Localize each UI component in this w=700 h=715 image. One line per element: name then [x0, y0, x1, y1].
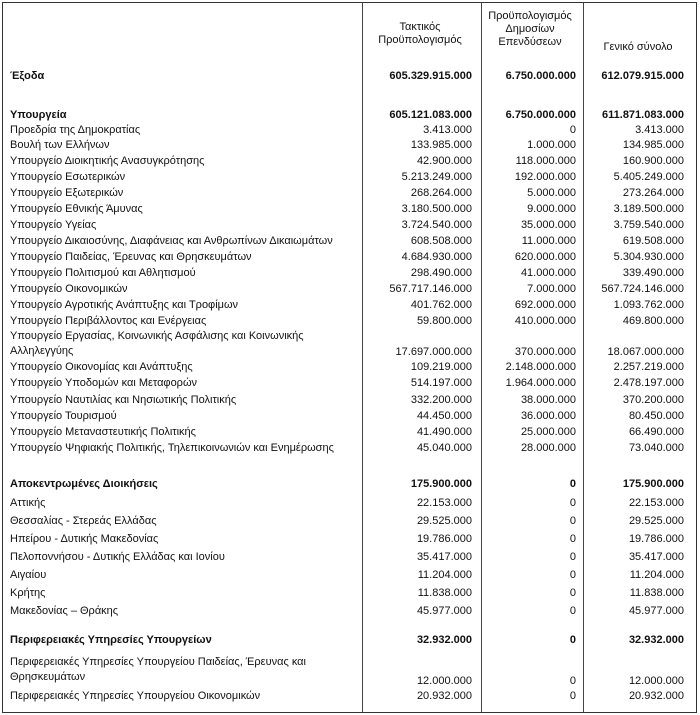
- row-label: Υπουργείο Υποδομών και Μεταφορών: [10, 377, 198, 389]
- grand-total-value: 11.838.000: [629, 587, 684, 599]
- row-label: Υπουργείο Οικονομικών: [10, 283, 128, 295]
- investment-budget-value: 41.000.000: [520, 267, 576, 279]
- grand-total-value: 5.405.249.000: [613, 171, 684, 183]
- investment-budget-value: 6.750.000.000: [505, 70, 576, 82]
- row-label: Υπουργείο Πολιτισμού και Αθλητισμού: [10, 267, 196, 279]
- row-label: Πελοποννήσου - Δυτικής Ελλάδας και Ιονίου: [10, 551, 225, 563]
- row-label: Αιγαίου: [10, 569, 47, 581]
- investment-budget-value: 620.000.000: [514, 251, 576, 263]
- grand-total-value: 66.490.000: [628, 426, 684, 438]
- row-label: Υπουργείο Ψηφιακής Πολιτικής, Τηλεπικοινωνιών και Ενημέρωσης: [10, 442, 334, 454]
- ordinary-budget-value: 332.200.000: [410, 394, 472, 406]
- ordinary-budget-value: 133.985.000: [410, 139, 472, 151]
- grand-total-value: 32.932.000: [628, 634, 684, 646]
- investment-budget-value: 1.964.000.000: [505, 377, 576, 389]
- ordinary-budget-value: 268.264.000: [410, 187, 472, 199]
- grand-total-value: 20.932.000: [628, 690, 684, 702]
- investment-budget-value: 0: [569, 587, 576, 599]
- investment-budget-value: 7.000.000: [527, 283, 576, 295]
- row-label: Υπουργείο Ναυτιλίας και Νησιωτικής Πολιτικής: [10, 394, 237, 406]
- ordinary-budget-value: 608.508.000: [410, 235, 472, 247]
- row-label: Υπουργείο Εργασίας, Κοινωνικής Ασφάλισης και Κοινωνικής: [10, 330, 304, 342]
- investment-budget-value: 0: [569, 634, 576, 646]
- ordinary-budget-value: 20.932.000: [416, 690, 472, 702]
- ordinary-budget-value: 4.684.930.000: [401, 251, 472, 263]
- investment-budget-value: 11.000.000: [521, 235, 576, 247]
- ordinary-budget-value: 5.213.249.000: [401, 171, 472, 183]
- row-label-continued: Θρησκευμάτων: [10, 671, 86, 683]
- grand-total-value: 3.189.500.000: [613, 203, 684, 215]
- header-text: Προϋπολογισμός: [378, 34, 462, 46]
- section-label: Έξοδα: [10, 70, 45, 82]
- header-public-investment-budget: [478, 10, 582, 49]
- grand-total-value: 19.786.000: [628, 533, 684, 545]
- investment-budget-value: 0: [569, 690, 576, 702]
- row-label: Υπουργείο Υγείας: [10, 219, 97, 231]
- investment-budget-value: 0: [569, 533, 576, 545]
- row-label: Μακεδονίας – Θράκης: [10, 605, 119, 617]
- grand-total-value: 160.900.000: [622, 155, 684, 167]
- ordinary-budget-value: 605.329.915.000: [389, 70, 472, 82]
- grand-total-value: 3.759.540.000: [613, 219, 684, 231]
- grand-total-value: 612.079.915.000: [601, 70, 684, 82]
- ordinary-budget-value: 12.000.000: [416, 675, 472, 687]
- ordinary-budget-value: 32.932.000: [416, 634, 472, 646]
- ordinary-budget-value: 401.762.000: [410, 299, 472, 311]
- grand-total-value: 22.153.000: [628, 497, 684, 509]
- row-label: Υπουργείο Δικαιοσύνης, Διαφάνειας και Ανθρωπίνων Δικαιωμάτων: [10, 235, 333, 247]
- investment-budget-value: 6.750.000.000: [505, 109, 576, 121]
- investment-budget-value: 0: [569, 497, 576, 509]
- investment-budget-value: 0: [569, 569, 576, 581]
- header-grand-total: [582, 41, 694, 54]
- row-label: Περιφερειακές Υπηρεσίες Υπουργείου Παιδείας, Έρευνας και: [10, 656, 306, 668]
- ordinary-budget-value: 17.697.000.000: [395, 346, 472, 358]
- row-label: Θεσσαλίας - Στερεάς Ελλάδας: [10, 515, 157, 527]
- section-label: Υπουργεία: [10, 109, 67, 121]
- ordinary-budget-value: 11.838.000: [417, 587, 472, 599]
- grand-total-value: 619.508.000: [622, 235, 684, 247]
- investment-budget-value: 36.000.000: [520, 410, 576, 422]
- row-label: Υπουργείο Μεταναστευτικής Πολιτικής: [10, 426, 196, 438]
- ordinary-budget-value: 175.900.000: [410, 478, 472, 490]
- row-label: Υπουργείο Τουρισμού: [10, 410, 117, 422]
- ordinary-budget-value: 3.413.000: [423, 124, 472, 136]
- investment-budget-value: 28.000.000: [520, 442, 576, 454]
- row-label: Ηπείρου - Δυτικής Μακεδονίας: [10, 533, 159, 545]
- ordinary-budget-value: 109.219.000: [410, 361, 472, 373]
- header-text: Δημοσίων: [505, 23, 555, 35]
- row-label: Περιφερειακές Υπηρεσίες Υπουργείου Οικονομικών: [10, 690, 261, 702]
- ordinary-budget-value: 29.525.000: [416, 515, 472, 527]
- investment-budget-value: 370.000.000: [514, 346, 576, 358]
- grand-total-value: 12.000.000: [628, 675, 684, 687]
- ordinary-budget-value: 22.153.000: [416, 497, 472, 509]
- row-label: Αττικής: [10, 497, 46, 509]
- row-label: Υπουργείο Περιβάλλοντος και Ενέργειας: [10, 315, 207, 327]
- investment-budget-value: 5.000.000: [527, 187, 576, 199]
- grand-total-value: 339.490.000: [622, 267, 684, 279]
- investment-budget-value: 38.000.000: [520, 394, 576, 406]
- investment-budget-value: 2.148.000.000: [505, 361, 576, 373]
- ordinary-budget-value: 44.450.000: [416, 410, 472, 422]
- row-label: Προεδρία της Δημοκρατίας: [10, 124, 141, 136]
- grand-total-value: 1.093.762.000: [613, 299, 684, 311]
- ordinary-budget-value: 3.724.540.000: [401, 219, 472, 231]
- investment-budget-value: 0: [569, 551, 576, 563]
- ordinary-budget-value: 514.197.000: [410, 377, 472, 389]
- row-label: Υπουργείο Εξωτερικών: [10, 187, 124, 199]
- row-label: Υπουργείο Διοικητικής Ανασυγκρότησης: [10, 155, 205, 167]
- row-label-continued: Αλληλεγγύης: [10, 345, 74, 357]
- header-text: Γενικό σύνολο: [603, 41, 673, 53]
- grand-total-value: 134.985.000: [622, 139, 684, 151]
- row-label: Υπουργείο Παιδείας, Έρευνας και Θρησκευμάτων: [10, 251, 252, 263]
- ordinary-budget-value: 45.977.000: [416, 605, 472, 617]
- grand-total-value: 611.871.083.000: [602, 109, 684, 121]
- investment-budget-value: 410.000.000: [514, 315, 576, 327]
- row-label: Βουλή των Ελλήνων: [10, 139, 110, 151]
- investment-budget-value: 0: [569, 124, 576, 136]
- grand-total-value: 175.900.000: [622, 478, 684, 490]
- grand-total-value: 5.304.930.000: [613, 251, 684, 263]
- grand-total-value: 73.040.000: [628, 442, 684, 454]
- grand-total-value: 2.478.197.000: [613, 377, 684, 389]
- row-label: Υπουργείο Αγροτικής Ανάπτυξης και Τροφίμων: [10, 299, 239, 311]
- ordinary-budget-value: 42.900.000: [416, 155, 472, 167]
- investment-budget-value: 118.000.000: [515, 155, 576, 167]
- header-text: Επενδύσεων: [498, 36, 562, 48]
- ordinary-budget-value: 19.786.000: [416, 533, 472, 545]
- grand-total-value: 11.204.000: [629, 569, 684, 581]
- grand-total-value: 29.525.000: [628, 515, 684, 527]
- investment-budget-value: 0: [569, 675, 576, 687]
- grand-total-value: 80.450.000: [628, 410, 684, 422]
- investment-budget-value: 0: [569, 478, 576, 490]
- investment-budget-value: 192.000.000: [514, 171, 576, 183]
- ordinary-budget-value: 11.204.000: [417, 569, 472, 581]
- ordinary-budget-value: 45.040.000: [416, 442, 472, 454]
- grand-total-value: 18.067.000.000: [607, 346, 684, 358]
- grand-total-value: 370.200.000: [622, 394, 684, 406]
- ordinary-budget-value: 298.490.000: [410, 267, 472, 279]
- investment-budget-value: 0: [569, 515, 576, 527]
- row-label: Υπουργείο Οικονομίας και Ανάπτυξης: [10, 361, 193, 373]
- grand-total-value: 2.257.219.000: [613, 361, 684, 373]
- grand-total-value: 3.413.000: [635, 124, 684, 136]
- section-label: Αποκεντρωμένες Διοικήσεις: [10, 478, 158, 490]
- investment-budget-value: 9.000.000: [527, 203, 576, 215]
- investment-budget-value: 25.000.000: [520, 426, 576, 438]
- ordinary-budget-value: 41.490.000: [416, 426, 472, 438]
- header-text: Προϋπολογισμός: [488, 10, 572, 22]
- ordinary-budget-value: 567.717.146.000: [389, 283, 472, 295]
- grand-total-value: 35.417.000: [628, 551, 684, 563]
- header-ordinary-budget: [360, 21, 480, 47]
- investment-budget-value: 692.000.000: [514, 299, 576, 311]
- grand-total-value: 273.264.000: [622, 187, 684, 199]
- grand-total-value: 567.724.146.000: [601, 283, 684, 295]
- ordinary-budget-value: 59.800.000: [416, 315, 472, 327]
- row-label: Υπουργείο Εσωτερικών: [10, 171, 126, 183]
- ordinary-budget-value: 35.417.000: [416, 551, 472, 563]
- section-label: Περιφερειακές Υπηρεσίες Υπουργείων: [10, 634, 212, 646]
- grand-total-value: 469.800.000: [622, 315, 684, 327]
- row-label: Υπουργείο Εθνικής Άμυνας: [10, 203, 143, 215]
- investment-budget-value: 0: [569, 605, 576, 617]
- investment-budget-value: 1.000.000: [527, 139, 576, 151]
- row-label: Κρήτης: [10, 587, 46, 599]
- grand-total-value: 45.977.000: [628, 605, 684, 617]
- investment-budget-value: 35.000.000: [520, 219, 576, 231]
- header-text: Τακτικός: [399, 21, 441, 33]
- ordinary-budget-value: 3.180.500.000: [401, 203, 472, 215]
- ordinary-budget-value: 605.121.083.000: [389, 109, 472, 121]
